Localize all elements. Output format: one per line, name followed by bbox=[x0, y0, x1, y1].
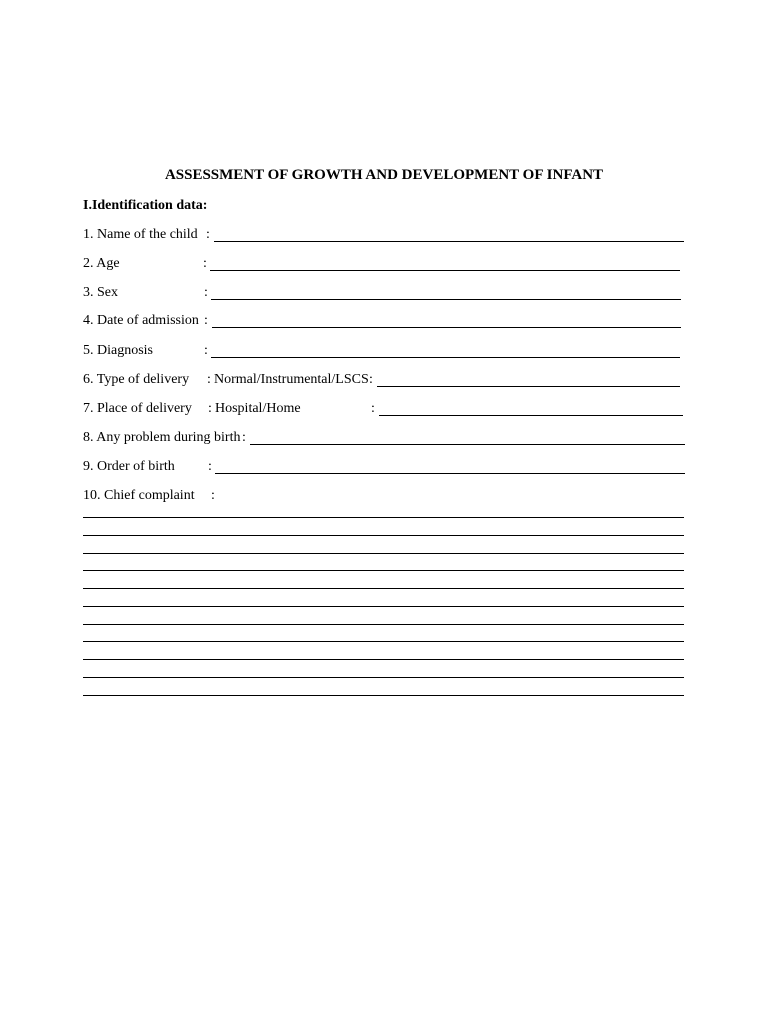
delivery-type-options: Normal/Instrumental/LSCS bbox=[214, 372, 369, 387]
field-colon: : bbox=[242, 430, 246, 445]
field-label: 7. Place of delivery bbox=[83, 401, 192, 416]
type-of-delivery-blank[interactable] bbox=[377, 386, 680, 387]
chief-complaint-line[interactable] bbox=[83, 517, 684, 518]
age-blank[interactable] bbox=[210, 270, 680, 271]
field-date-of-admission bbox=[83, 312, 681, 332]
field-order-of-birth bbox=[83, 458, 685, 478]
field-label: 3. Sex bbox=[83, 285, 118, 300]
chief-complaint-line[interactable] bbox=[83, 695, 684, 696]
sex-blank[interactable] bbox=[211, 299, 681, 300]
chief-complaint-line[interactable] bbox=[83, 659, 684, 660]
field-colon: : bbox=[204, 313, 208, 328]
field-colon: : bbox=[371, 401, 375, 416]
field-label: 8. Any problem during birth bbox=[83, 430, 241, 445]
problem-during-birth-blank[interactable] bbox=[250, 444, 685, 445]
order-of-birth-blank[interactable] bbox=[215, 473, 685, 474]
field-label: 2. Age bbox=[83, 256, 120, 271]
field-place-of-delivery bbox=[83, 400, 683, 420]
field-colon: : bbox=[208, 401, 212, 416]
field-sex bbox=[83, 284, 681, 304]
field-label: 6. Type of delivery bbox=[83, 372, 190, 387]
chief-complaint-line[interactable] bbox=[83, 641, 684, 642]
form-title: ASSESSMENT OF GROWTH AND DEVELOPMENT OF INFANT bbox=[164, 167, 604, 183]
field-label: 4. Date of admission bbox=[83, 313, 199, 328]
delivery-place-options: Hospital/Home bbox=[215, 401, 301, 416]
chief-complaint-line[interactable] bbox=[83, 677, 684, 678]
place-of-delivery-blank[interactable] bbox=[379, 415, 683, 416]
field-diagnosis bbox=[83, 342, 680, 362]
chief-complaint-line[interactable] bbox=[83, 535, 684, 536]
chief-complaint-line[interactable] bbox=[83, 624, 684, 625]
field-colon: : bbox=[369, 372, 373, 387]
field-colon: : bbox=[208, 459, 212, 474]
field-label: 5. Diagnosis bbox=[83, 343, 153, 358]
chief-complaint-line[interactable] bbox=[83, 588, 684, 589]
field-colon: : bbox=[204, 285, 208, 300]
field-problem-during-birth bbox=[83, 429, 685, 449]
section-heading-identification: I.Identification data: bbox=[83, 198, 208, 213]
field-colon: : bbox=[206, 227, 210, 242]
field-age bbox=[83, 255, 680, 275]
chief-complaint-line[interactable] bbox=[83, 570, 684, 571]
field-colon: : bbox=[204, 343, 208, 358]
date-of-admission-blank[interactable] bbox=[212, 327, 681, 328]
chief-complaint-line[interactable] bbox=[83, 553, 684, 554]
name-of-child-blank[interactable] bbox=[214, 241, 684, 242]
field-colon: : bbox=[207, 372, 211, 387]
field-label: 1. Name of the child bbox=[83, 227, 198, 242]
chief-complaint-line[interactable] bbox=[83, 606, 684, 607]
field-label: 10. Chief complaint bbox=[83, 488, 195, 503]
field-colon: : bbox=[211, 488, 215, 503]
field-chief-complaint bbox=[83, 487, 684, 507]
field-type-of-delivery bbox=[83, 371, 680, 391]
field-name-of-child bbox=[83, 226, 684, 246]
diagnosis-blank[interactable] bbox=[211, 357, 680, 358]
field-colon: : bbox=[203, 256, 207, 271]
field-label: 9. Order of birth bbox=[83, 459, 175, 474]
